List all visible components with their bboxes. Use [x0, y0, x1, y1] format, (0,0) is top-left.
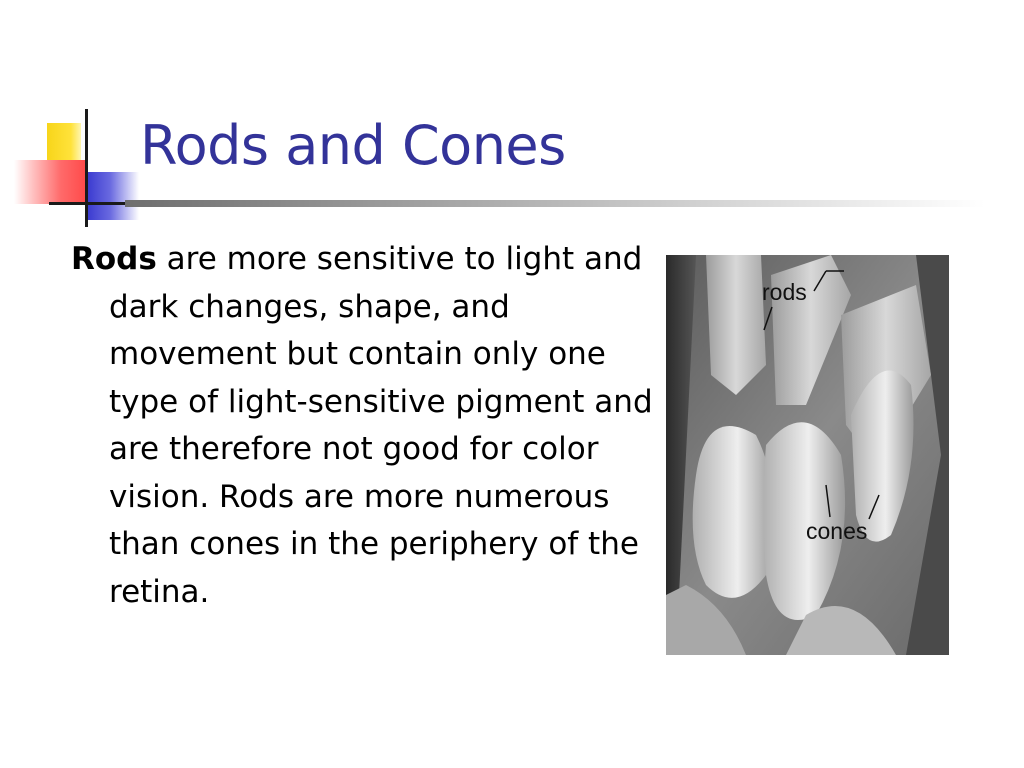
- ornament-blue-square: [87, 172, 139, 220]
- rods-label: rods: [762, 279, 807, 305]
- body-bold-lead: Rods: [71, 241, 157, 277]
- micrograph-image: [666, 255, 949, 655]
- slide-title: Rods and Cones: [140, 114, 566, 177]
- ornament-vertical-line: [85, 109, 88, 227]
- rods-cones-micrograph: [666, 255, 949, 655]
- body-text: are more sensitive to light and dark changes, shape, and movement but contain only one type of light-sensitive pigment and are therefore not good for color vision. Rods are more numerous than cones in the periphery of the retina.: [109, 241, 653, 610]
- cones-label: cones: [806, 518, 868, 544]
- ornament-red-square: [14, 160, 86, 204]
- title-underline: [125, 200, 985, 207]
- slide-ornament: [0, 0, 140, 240]
- body-paragraph: [71, 236, 654, 616]
